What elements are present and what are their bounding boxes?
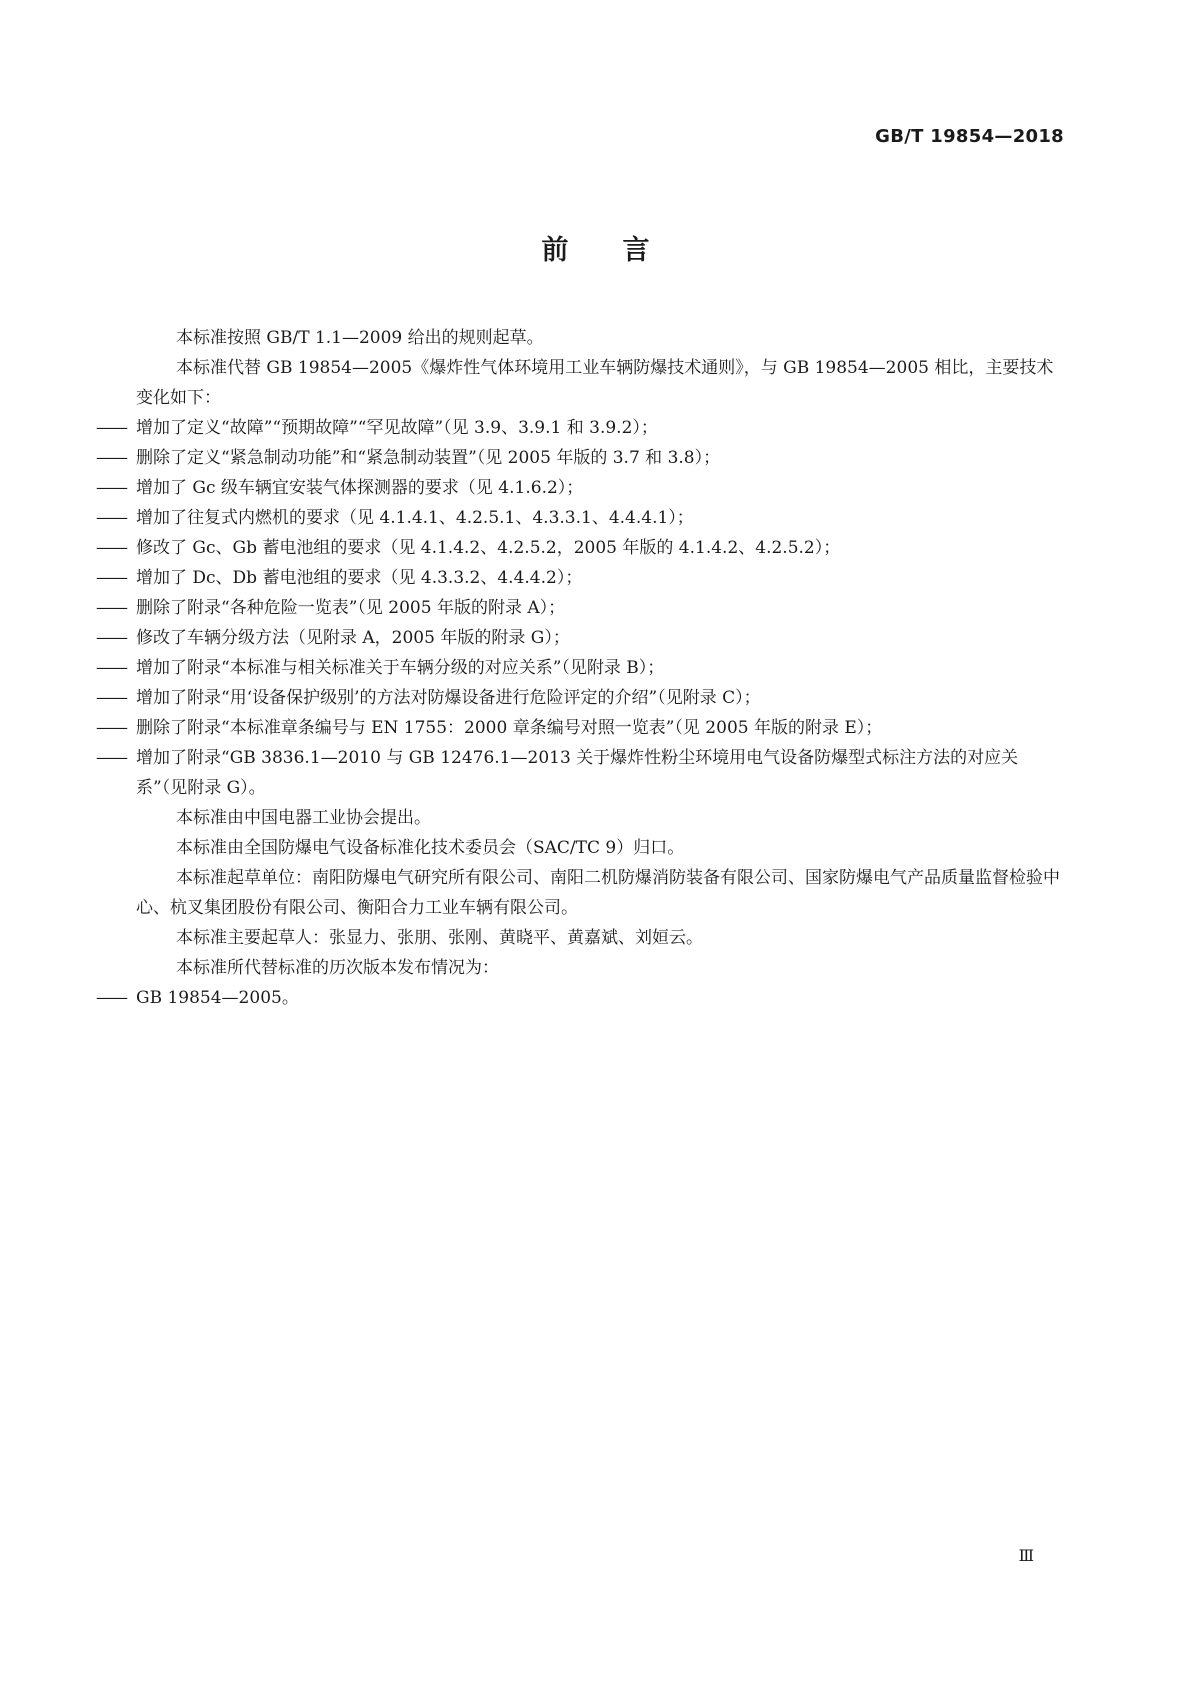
- list-dash: ——: [96, 538, 126, 558]
- list-item: [96, 593, 1060, 623]
- list-item-text: 增加了 Gc 级车辆宜安装气体探测器的要求（见 4.1.6.2）；: [136, 478, 584, 498]
- list-item-text: 增加了附录“本标准与相关标准关于车辆分级的对应关系”（见附录 B）；: [136, 658, 665, 678]
- paragraph-drafters: 本标准主要起草人：张显力、张朋、张刚、黄晓平、黄嘉斌、刘姮云。: [176, 928, 703, 948]
- paragraph-drafting-units: 本标准起草单位：南阳防爆电气研究所有限公司、南阳二机防爆消防装备有限公司、国家防爆电气产品质量监督检验中心、杭叉集团股份有限公司、衡阳合力工业车辆有限公司。: [136, 868, 1060, 918]
- list-dash: ——: [96, 718, 126, 738]
- list-item: [96, 443, 1060, 473]
- history-item: [96, 983, 1060, 1013]
- list-dash: ——: [96, 508, 126, 528]
- list-dash: ——: [96, 418, 126, 438]
- list-item-text: 增加了附录“GB 3836.1—2010 与 GB 12476.1—2013 关于爆炸性粉尘环境用电气设备防爆型式标注方法的对应关系”（见附录 G）。: [136, 748, 1019, 798]
- paragraph-committee: 本标准由全国防爆电气设备标准化技术委员会（SAC/TC 9）归口。: [176, 838, 685, 858]
- list-item: [96, 563, 1060, 593]
- paragraph-drafting-rules: 本标准按照 GB/T 1.1—2009 给出的规则起草。: [176, 328, 544, 348]
- list-item: [96, 743, 1060, 803]
- paragraph-proposer: 本标准由中国电器工业协会提出。: [176, 808, 431, 828]
- list-dash: ——: [96, 598, 126, 618]
- list-item-text: 修改了车辆分级方法（见附录 A，2005 年版的附录 G）；: [136, 628, 570, 648]
- list-item: [96, 653, 1060, 683]
- list-item-text: 增加了往复式内燃机的要求（见 4.1.4.1、4.2.5.1、4.3.3.1、4.4.4.1）；: [136, 508, 694, 528]
- list-item: [96, 413, 1060, 443]
- list-item-text: 增加了定义“故障”“预期故障”“罕见故障”（见 3.9、3.9.1 和 3.9.2）；: [136, 418, 658, 438]
- page-number: Ⅲ: [1018, 1546, 1034, 1565]
- list-item: [96, 683, 1060, 713]
- list-item-text: 增加了 Dc、Db 蓄电池组的要求（见 4.3.3.2、4.4.4.2）；: [136, 568, 583, 588]
- paragraph-replacement: 本标准代替 GB 19854—2005《爆炸性气体环境用工业车辆防爆技术通则》，与 GB 19854—2005 相比，主要技术变化如下：: [136, 358, 1054, 408]
- list-dash: ——: [96, 748, 126, 768]
- list-dash: ——: [96, 658, 126, 678]
- list-dash: ——: [96, 448, 126, 468]
- list-item-text: 删除了附录“本标准章条编号与 EN 1755：2000 章条编号对照一览表”（见 2005 年版的附录 E）；: [136, 718, 883, 738]
- list-item: [96, 473, 1060, 503]
- page-title: 前言: [541, 235, 704, 266]
- list-item: [96, 533, 1060, 563]
- list-dash: ——: [96, 478, 126, 498]
- paragraph-version-history: 本标准所代替标准的历次版本发布情况为：: [176, 958, 499, 978]
- list-item: [96, 713, 1060, 743]
- list-dash: ——: [96, 568, 126, 588]
- standard-code: GB/T 19854—2018: [875, 126, 1064, 147]
- list-dash: ——: [96, 988, 126, 1008]
- history-item-text: GB 19854—2005。: [136, 988, 299, 1008]
- list-item-text: 删除了定义“紧急制动功能”和“紧急制动装置”（见 2005 年版的 3.7 和 3.8）；: [136, 448, 721, 468]
- list-item-text: 删除了附录“各种危险一览表”（见 2005 年版的附录 A）；: [136, 598, 566, 618]
- list-item: [96, 623, 1060, 653]
- list-item-text: 增加了附录“用‘设备保护级别’的方法对防爆设备进行危险评定的介绍”（见附录 C）；: [136, 688, 761, 708]
- list-dash: ——: [96, 688, 126, 708]
- list-item: [96, 503, 1060, 533]
- foreword-body: [96, 323, 1060, 1013]
- list-item-text: 修改了 Gc、Gb 蓄电池组的要求（见 4.1.4.2、4.2.5.2，2005 年版的 4.1.4.2、4.2.5.2）；: [136, 538, 841, 558]
- list-dash: ——: [96, 628, 126, 648]
